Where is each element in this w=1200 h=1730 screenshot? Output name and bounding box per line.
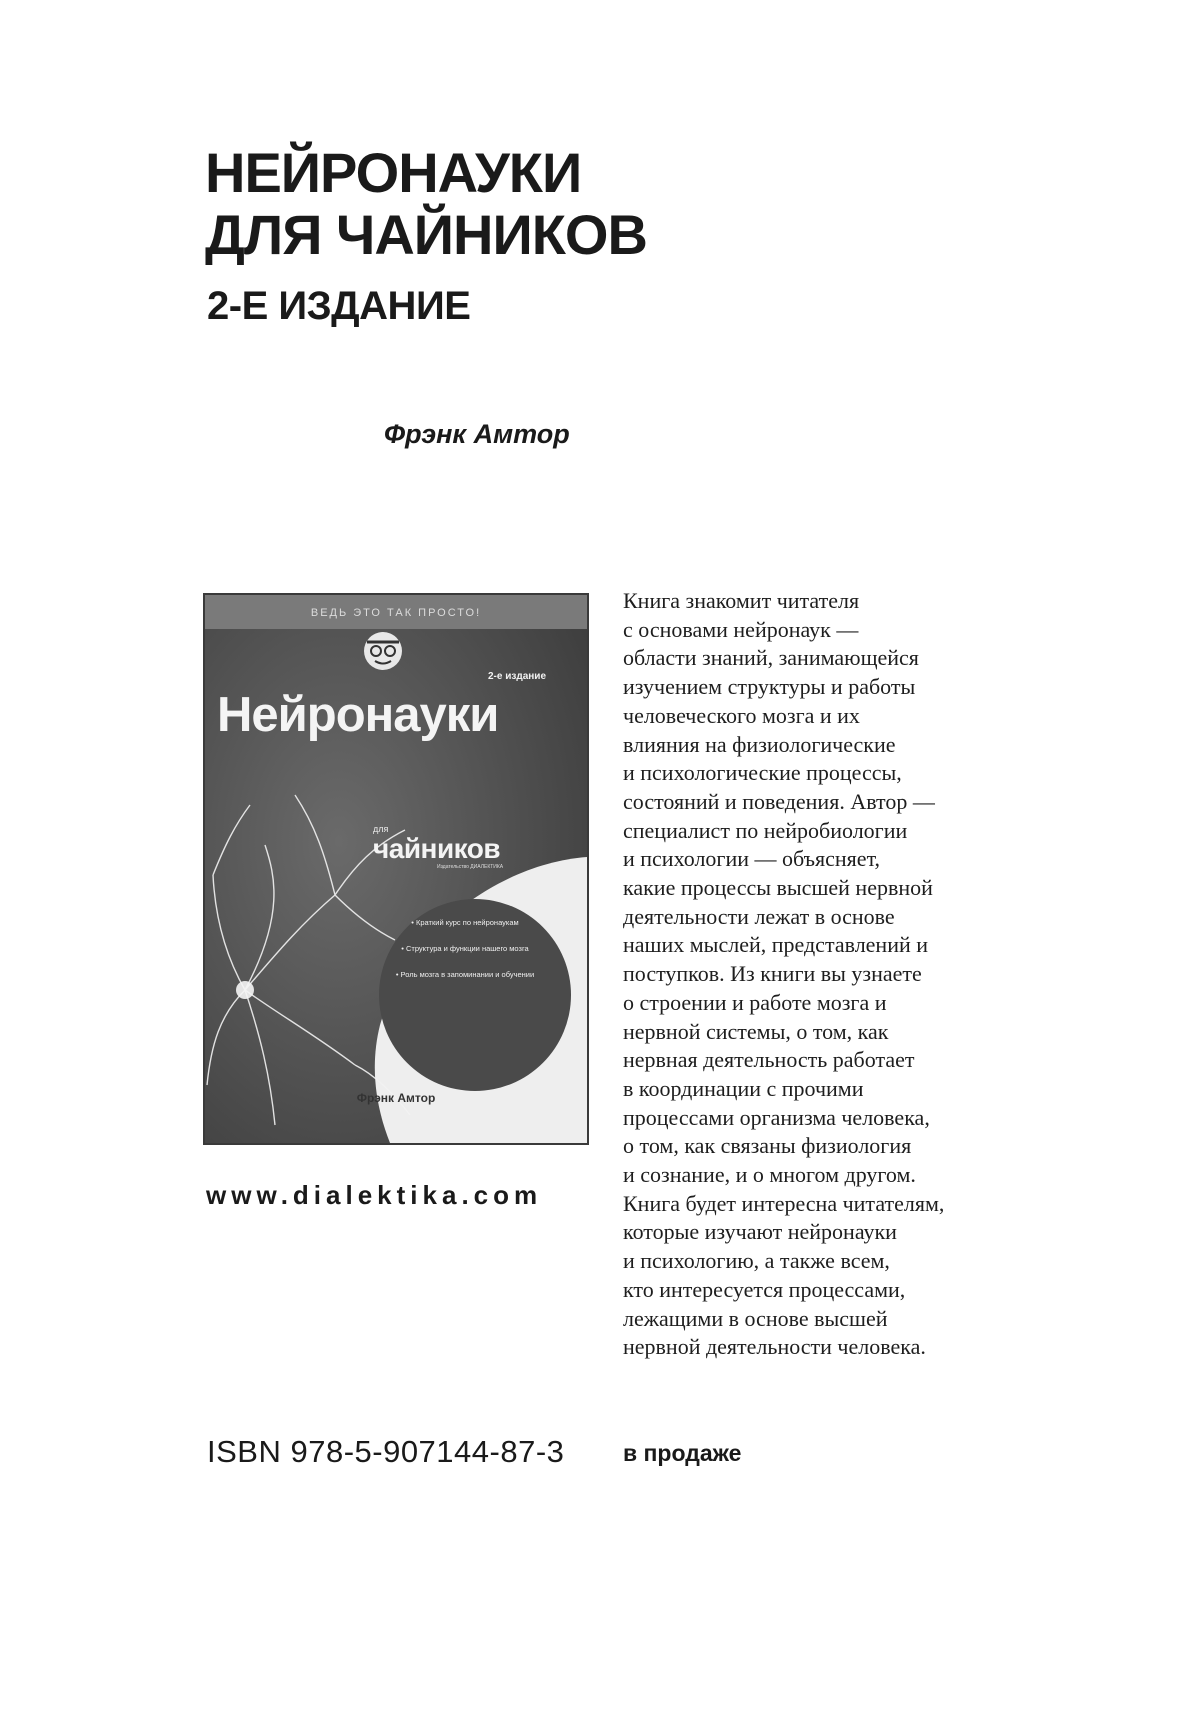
book-title [205,142,647,266]
cover-bullet: • Роль мозга в запоминании и обучении [395,970,535,979]
description-line: изучением структуры и работы [623,674,916,700]
description-line: и психологию, а также всем, [623,1248,890,1274]
description-line: кто интересуется процессами, [623,1276,906,1302]
cover-bullet: • Краткий курс по нейронаукам [411,918,519,927]
description-line: состояний и поведения. Автор — [623,788,935,814]
description-line: области знаний, занимающейся [623,645,919,671]
description-line: с основами нейронаук — [623,616,859,642]
book-author: Фрэнк Амтор [384,419,570,449]
description-line: и сознание, и о многом другом. [623,1162,916,1188]
book-edition: 2-Е ИЗДАНИЕ [207,284,471,328]
description-line: человеческого мозга и их [623,702,860,728]
description-line: Книга будет интересна читателям, [623,1190,945,1216]
cover-series-name: чайников [373,833,501,864]
description-line: которые изучают нейронауки [623,1219,897,1245]
publisher-website: www.dialektika.com [206,1180,543,1210]
description-line: наших мыслей, представлений и [623,932,929,958]
description-line: деятельности лежат в основе [623,903,895,929]
description-line: и психологии — объясняет, [623,846,881,872]
cover-bullet: • Структура и функции нашего мозга [401,944,529,953]
book-title-line-1: НЕЙРОНАУКИ [205,141,582,204]
description-line: нервной системы, о том, как [623,1018,889,1044]
isbn: ISBN 978-5-907144-87-3 [207,1434,565,1469]
description-line: лежащими в основе высшей [623,1305,888,1331]
description-line: Книга знакомит читателя [623,588,860,613]
description-line: и психологические процессы, [623,760,902,786]
cover-publisher: Издательство ДИАЛЕКТИКА [437,864,504,870]
cover-bullet-list [383,918,547,996]
book-cover-image [203,593,589,1145]
description-line: поступков. Из книги вы узнаете [623,961,922,987]
dummies-mascot-icon [364,632,402,670]
cover-series-prefix: для [373,824,389,834]
description-line: влияния на физиологические [623,731,896,757]
description-line: специалист по нейробиологии [623,817,908,843]
availability-status: в продаже [623,1440,742,1466]
cover-title: Нейронауки [217,688,499,742]
description-line: нервная деятельность работает [623,1047,915,1073]
book-title-line-2: ДЛЯ ЧАЙНИКОВ [205,203,647,266]
description-line: какие процессы высшей нервной [623,875,933,901]
description-line: нервной деятельности человека. [623,1334,926,1360]
description-line: о строении и работе мозга и [623,989,887,1015]
cover-author: Фрэнк Амтор [356,1091,436,1105]
description-line: процессами организма человека, [623,1104,930,1130]
description-line: в координации с прочими [623,1075,864,1101]
cover-tagline: ВЕДЬ ЭТО ТАК ПРОСТО! [310,607,482,619]
description-line: о том, как связаны физиология [623,1133,912,1159]
book-description [623,587,1023,1362]
cover-edition: 2-е издание [488,671,547,682]
